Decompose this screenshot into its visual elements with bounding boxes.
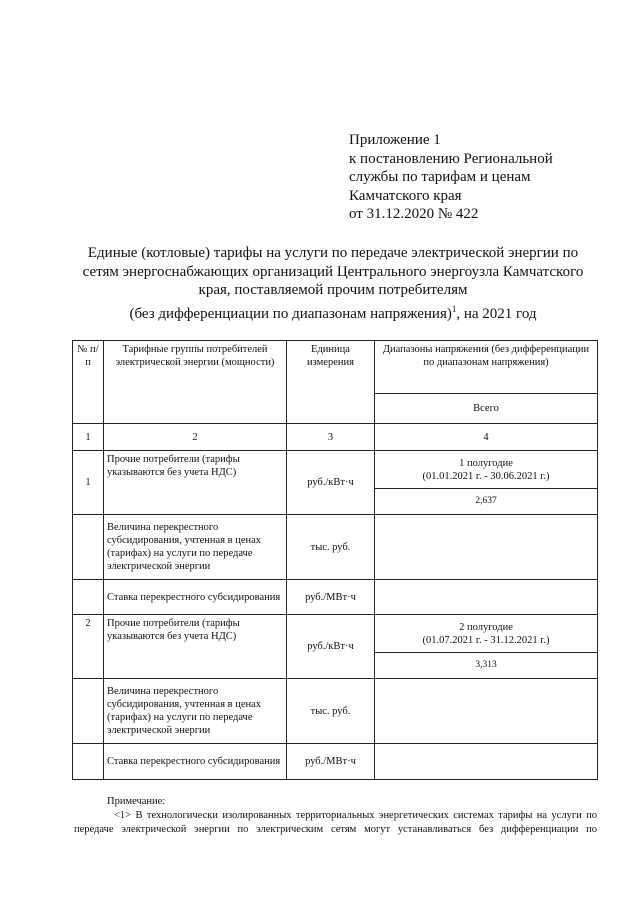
rate-label: Ставка перекрестного субсидирования (104, 580, 287, 615)
title-line: Единые (котловые) тарифы на услуги по передаче электрической энергии по (87, 245, 579, 261)
note-header: Примечание: (107, 796, 166, 807)
unit-cell: руб./кВт·ч (287, 615, 375, 679)
unit-cell: руб./МВт·ч (287, 580, 375, 615)
title-line (58, 300, 608, 324)
index-cell: 2 (104, 424, 287, 451)
table-row (73, 744, 598, 780)
appendix-line: Приложение 1 (349, 132, 441, 148)
table-row (73, 679, 598, 744)
empty-cell (375, 580, 598, 615)
empty-cell (375, 515, 598, 580)
unit-cell: руб./МВт·ч (287, 744, 375, 780)
subsidy-label: Величина перекрестного субсидирования, учтенная в ценах (тарифах) на услуги по передаче электрической энергии (104, 515, 287, 580)
note-block (74, 795, 597, 837)
title-line-main: (без дифференциации по диапазонам напряжения) (129, 305, 452, 322)
title-line: края, поставляемой прочим потребителям (198, 282, 468, 298)
subsidy-label: Величина перекрестного субсидирования, учтенная в ценах (тарифах) на услуги по передаче электрической энергии (104, 679, 287, 744)
period-label: 1 полугодие (459, 457, 513, 469)
table-row (73, 515, 598, 580)
header-range: Диапазоны напряжения (без дифференциации по диапазонам напряжения) (375, 341, 598, 394)
header-num: № п/п (73, 341, 104, 424)
tariff-value: 2,637 (375, 489, 598, 515)
unit-cell: руб./кВт·ч (287, 451, 375, 515)
title-line-tail: , на 2021 год (456, 305, 537, 322)
table-header-row (73, 341, 598, 394)
header-total: Всего (375, 394, 598, 424)
appendix-line: Камчатского края (349, 187, 462, 204)
empty-cell (73, 580, 104, 615)
table-row (73, 451, 598, 489)
index-cell: 4 (375, 424, 598, 451)
index-cell: 3 (287, 424, 375, 451)
unit-cell: тыс. руб. (287, 515, 375, 580)
header-group: Тарифные группы потребителей электрической энергии (мощности) (104, 341, 287, 424)
appendix-line: к постановлению Региональной (349, 150, 553, 167)
rate-label: Ставка перекрестного субсидирования (104, 744, 287, 780)
title-line: сетям энергоснабжающих организаций Центрального энергоузла Камчатского (82, 263, 584, 280)
table-row (73, 615, 598, 653)
appendix-block (349, 131, 553, 224)
empty-cell (73, 744, 104, 780)
row-number: 2 (73, 615, 104, 679)
empty-cell (73, 679, 104, 744)
header-unit: Единица измерения (287, 341, 375, 424)
period-dates: (01.01.2021 г. - 30.06.2021 г.) (422, 470, 550, 482)
consumer-group: Прочие потребители (тарифы указываются без учета НДС) (104, 615, 287, 679)
consumer-group: Прочие потребители (тарифы указываются без учета НДС) (104, 451, 287, 515)
empty-cell (375, 679, 598, 744)
empty-cell (73, 515, 104, 580)
period-cell (375, 615, 598, 653)
row-number: 1 (73, 451, 104, 515)
table-index-row (73, 424, 598, 451)
empty-cell (375, 744, 598, 780)
note-text: <1> В технологически изолированных территориальных энергетических системах тарифы на услуги по передаче электрической энергии по электрическим сетям могут устанавливаться без дифференциации по (74, 810, 597, 835)
period-cell (375, 451, 598, 489)
document-title (58, 244, 608, 323)
footnote-marker: 1 (451, 303, 457, 314)
table-row (73, 580, 598, 615)
appendix-line: службы по тарифам и ценам (349, 169, 531, 185)
period-dates: (01.07.2021 г. - 31.12.2021 г.) (422, 634, 550, 646)
tariff-value: 3,313 (375, 653, 598, 679)
period-label: 2 полугодие (459, 621, 513, 633)
tariff-table (72, 340, 598, 780)
unit-cell: тыс. руб. (287, 679, 375, 744)
index-cell: 1 (73, 424, 104, 451)
appendix-line: от 31.12.2020 № 422 (349, 206, 479, 222)
